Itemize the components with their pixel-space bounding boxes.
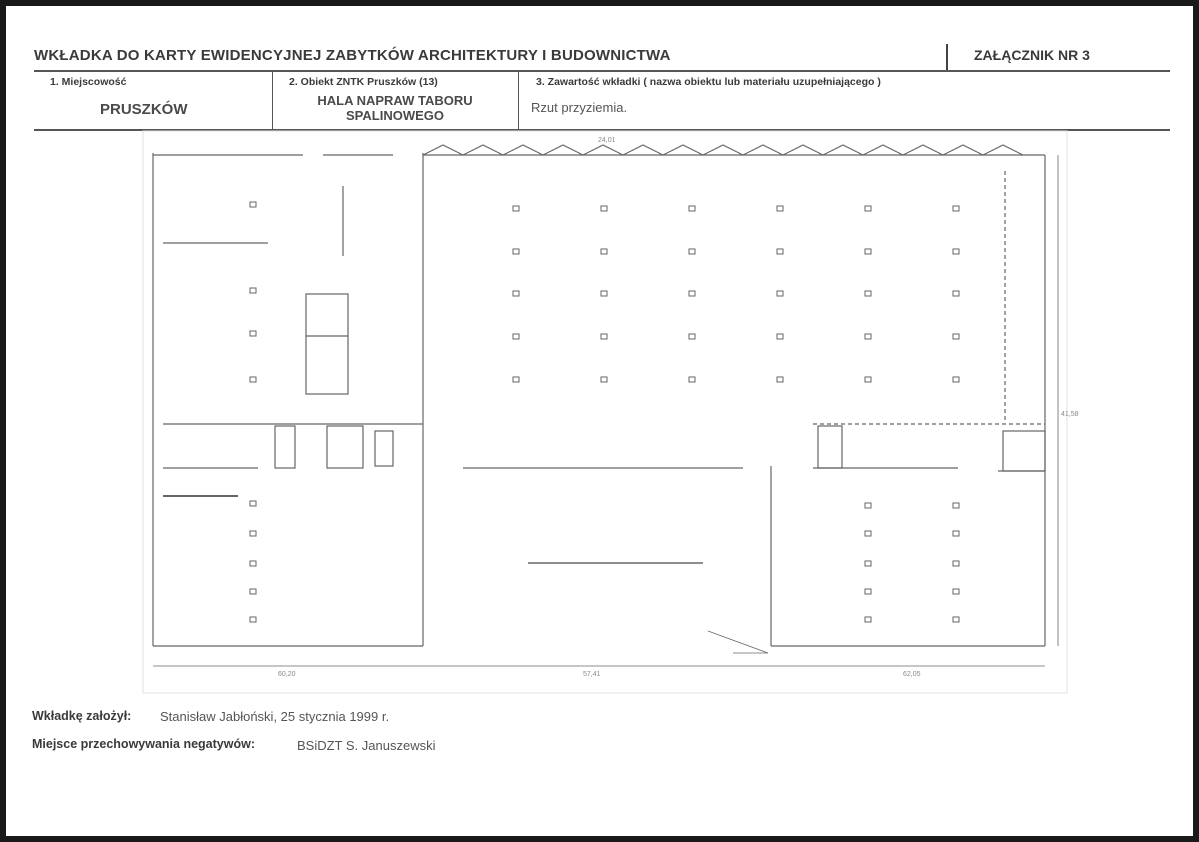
plan-dim-top: 24,01 (598, 137, 616, 144)
object-value-line1: HALA NAPRAW TABORU (317, 93, 473, 108)
creator-value: Stanisław Jabłoński, 25 stycznia 1999 r. (160, 709, 390, 724)
locality-label: 1. Miejscowość (50, 76, 127, 88)
creator-label: Wkładkę założył: (32, 709, 132, 723)
plan-dim-right: 41,58 (1061, 411, 1079, 418)
header-rule (34, 70, 1170, 72)
plan-dim-bottom-mid: 57,41 (583, 671, 601, 678)
floor-plan-drawing (143, 131, 1079, 693)
negatives-value: BSiDZT S. Januszewski (297, 738, 436, 753)
plan-dim-bottom-left: 60,20 (278, 671, 296, 678)
locality-value: PRUSZKÓW (100, 101, 188, 118)
document-sheet (6, 6, 1193, 836)
content-value: Rzut przyziemia. (531, 100, 628, 115)
object-label: 2. Obiekt ZNTK Pruszków (13) (289, 76, 438, 88)
content-label: 3. Zawartość wkładki ( nazwa obiektu lub materiału uzupełniającego ) (536, 76, 881, 88)
plan-dim-bottom-right: 62,05 (903, 671, 921, 678)
header-divider (946, 44, 948, 72)
negatives-label: Miejsce przechowywania negatywów: (32, 737, 255, 751)
object-value-line2: SPALINOWEGO (346, 108, 444, 123)
header-title: WKŁADKA DO KARTY EWIDENCYJNEJ ZABYTKÓW ARCHITEKTURY I BUDOWNICTWA (34, 47, 671, 64)
field-divider-2 (518, 70, 519, 130)
annex-number: ZAŁĄCZNIK NR 3 (974, 47, 1090, 63)
